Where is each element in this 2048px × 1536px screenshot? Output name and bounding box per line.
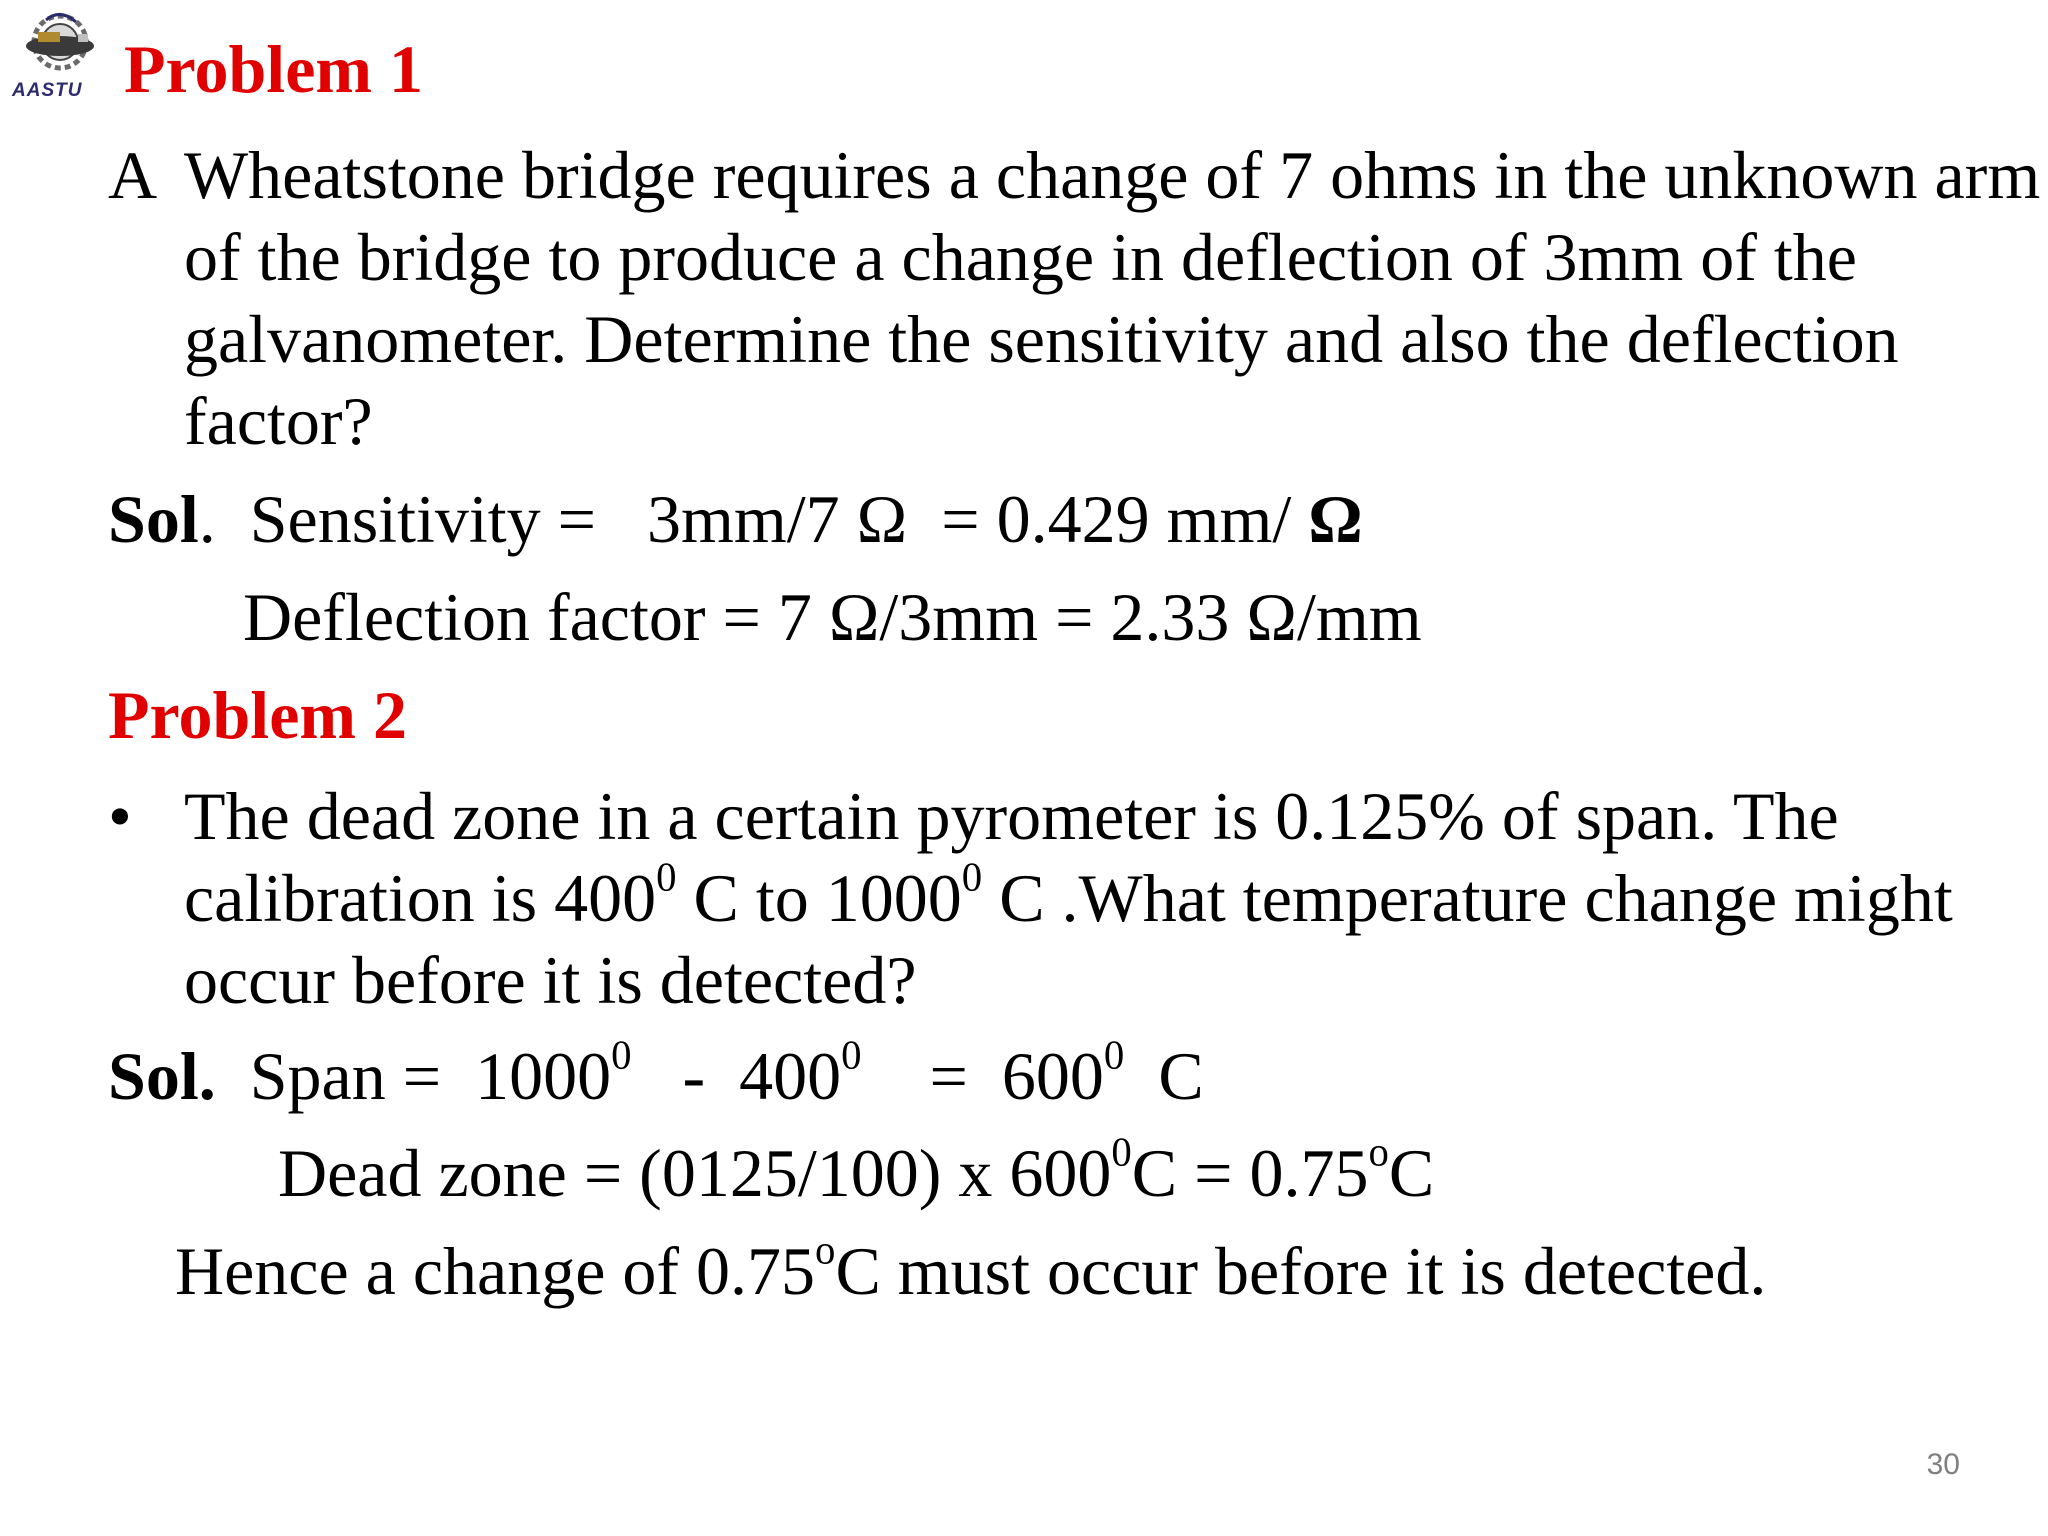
sensitivity-unit: Ω xyxy=(1308,481,1363,557)
span-equals: = xyxy=(929,1038,968,1114)
university-logo xyxy=(8,4,128,100)
conclusion-text-b: C must occur before it is detected. xyxy=(835,1233,1767,1309)
question-text-a: The dead zone in a certain pyrometer is 0.125% of span. The calibration is 400 xyxy=(184,778,1839,936)
degree-sup: 0 xyxy=(1103,1032,1125,1078)
degree-sup: 0 xyxy=(841,1032,862,1078)
problem-2-question xyxy=(108,775,2048,1021)
question-label: A xyxy=(108,137,158,213)
dead-zone-text-a: Dead zone = (0125/100) x 600 xyxy=(278,1135,1112,1211)
degree-sup: 0 xyxy=(1111,1129,1132,1175)
problem-1-heading: Problem 1 xyxy=(124,31,424,107)
span-value-1: 1000 xyxy=(475,1038,612,1114)
bullet-icon: • xyxy=(108,778,132,854)
span-unit: C xyxy=(1158,1038,1204,1114)
span-value-2: 400 xyxy=(739,1038,842,1114)
logo-text: AASTU xyxy=(12,80,83,101)
conclusion-text-a: Hence a change of 0.75 xyxy=(175,1233,816,1309)
deflection-factor-line: Deflection factor = 7 Ω/3mm = 2.33 Ω/mm xyxy=(243,579,1422,655)
problem-2-heading: Problem 2 xyxy=(108,677,408,753)
problem-1-question-text: Wheatstone bridge requires a change of 7 ohms in the unknown arm of the bridge to produce a change in deflection of 3mm of the galvanometer. Determine the sensitivity and also the deflection factor? xyxy=(184,137,2041,459)
dead-zone-text-b: C = 0.75 xyxy=(1131,1135,1369,1211)
gear-emblem-icon xyxy=(8,4,118,84)
sol-label-punct: . xyxy=(198,481,216,557)
span-minus: - xyxy=(682,1038,706,1114)
dead-zone-line xyxy=(278,1129,1435,1214)
page-number: 30 xyxy=(1926,1448,1960,1481)
span-line xyxy=(108,1032,1204,1117)
sensitivity-result: = 0.429 mm/ xyxy=(941,481,1292,557)
sensitivity-line xyxy=(108,478,1363,560)
question-text-c: C .What temperature change might occur before it is detected? xyxy=(184,860,1953,1018)
question-text-b: C to 1000 xyxy=(676,860,962,936)
problem-1-question xyxy=(108,134,2048,462)
degree-sup: o xyxy=(815,1227,836,1273)
degree-sup: 0 xyxy=(961,854,983,900)
sensitivity-expression: 3mm/7 Ω xyxy=(647,481,908,557)
conclusion-line xyxy=(175,1227,1767,1312)
sol-label: Sol. xyxy=(108,1038,216,1114)
span-result: 600 xyxy=(1001,1038,1104,1114)
sensitivity-label: Sensitivity = xyxy=(249,481,596,557)
span-label: Span = xyxy=(249,1038,442,1114)
sol-label: Sol xyxy=(108,481,199,557)
degree-sup: 0 xyxy=(611,1032,632,1078)
dead-zone-text-c: C xyxy=(1388,1135,1435,1211)
degree-sup: o xyxy=(1368,1129,1389,1175)
degree-sup: 0 xyxy=(656,854,677,900)
